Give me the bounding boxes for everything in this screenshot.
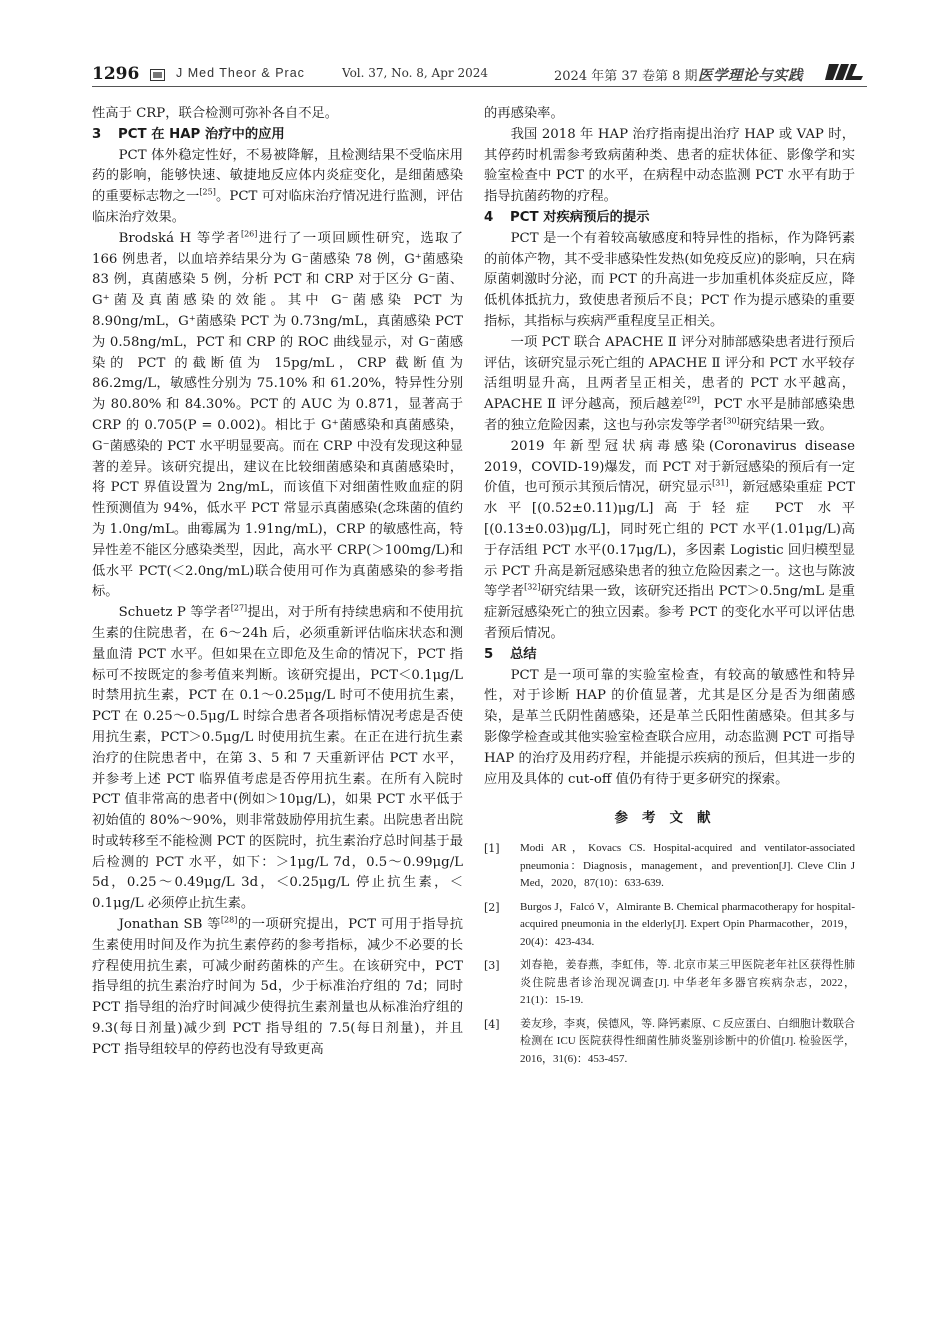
- reference-item: [484, 957, 855, 1010]
- paragraph: PCT 是一项可靠的实验室检查，有较高的敏感性和特异性，对于诊断 HAP 的价值显著，尤其是区分是否为细菌感染，是革兰氏阴性菌感染，还是革兰氏阳性菌感染。但其多与影像学检查或其他实验室检查联合应用，动态监测 PCT 可指导 HAP 的治疗及用药疗程，并能提示疾病的预后，但其进一步的应用及具体的 cut-off 值仍有待于更多研究的探索。: [484, 667, 855, 787]
- paragraph: 2019 年新型冠状病毒感染(Coronavirus disease 2019，COVID-19)爆发，而 PCT 对于新冠感染的预后有一定价值，也可预示其预后情况，研究显示[31]，新冠感染重症 PCT 水平[(0.52±0.11)μg/L]高于轻症 PCT 水平[(0.13±0.03)μg/L]，同时死亡组的 PCT 水平(1.01μg/L)高于存活组 PCT 水平(0.17μg/L)，多因素 Logistic 回归模型显示 PCT 升高是新冠感染患者的独立危险因素之一。这也与陈波等学者[32]研究结果一致，该研究还指出 PCT＞0.5ng/mL 是重症新冠感染死亡的独立因素。参考 PCT 的变化水平可以评估患者预后情况。: [484, 438, 856, 641]
- paragraph: Jonathan SB 等[28]的一项研究提出，PCT 可用于指导抗生素使用时间及作为抗生素停药的参考指标，减少不必要的长疗程使用抗生素，可减少耐药菌株的产生。在该研究中，PCT 指导组的抗生素治疗时间为 5d，少于标准治疗组的 7d；同时 PCT 指导组的治疗时间减少使得抗生素剂量也从标准治疗组的 9.3(每日剂量)减少到 PCT 指导组的 7.5(每日剂量)，并且 PCT 指导组较早的停药也没有导致更高: [92, 915, 464, 1057]
- running-header: [92, 62, 867, 88]
- paragraph: Schuetz P 等学者[27]提出，对于所有持续患病和不使用抗生素的住院患者，在 6～24h 后，必须重新评估临床状态和测量血清 PCT 水平。但如果在立即危及生命的情况下，PCT 指标可不按既定的参考值来判断。该研究提出，PCT＜0.1μg/L 时禁用抗生素，PCT 在 0.1～0.25μg/L 时可不使用抗生素，PCT 在 0.25～0.5μg/L 时综合患者各项指标情况考虑是否使用抗生素，PCT＞0.5μg/L 时使用抗生素。在正在进行抗生素治疗的住院患者中，在第 3、5 和 7 天重新评估 PCT 水平，并参考上述 PCT 临界值考虑是否停用抗生素。在所有入院时 PCT 值非常高的患者中(例如＞10μg/L)，如果 PCT 水平低于初始值的 80%～90%，则非常鼓励停用抗生素。出院患者出院时或转移至不能检测 PCT 的医院时，抗生素治疗总时间基于最后检测的 PCT 水平，如下：＞1μg/L 7d，0.5～0.99μg/L 5d，0.25～0.49μg/L 3d，＜0.25μg/L 停止抗生素，＜0.1μg/L 必须停止抗生素。: [92, 603, 463, 912]
- reference-item: [484, 840, 855, 893]
- right-column: [484, 104, 855, 1074]
- reference-text: Modi AR，Kovacs CS. Hospital-acquired and ventilator-associated pneumonia：Diagnosis，management，and prevention[J]. Cleve Clin J Med，2020，87(10)：633-639.: [520, 842, 855, 890]
- section-heading-3: 3 PCT 在 HAP 治疗中的应用: [92, 126, 285, 142]
- journal-logo-icon: [825, 62, 865, 82]
- paragraph: 一项 PCT 联合 APACHE Ⅱ 评分对肺部感染患者进行预后评估，该研究显示死亡组的 APACHE Ⅱ 评分和 PCT 水平较存活组明显升高，且两者呈正相关，患者的 PCT 水平越高，APACHE Ⅱ 评分越高，预后越差[29]，PCT 水平是肺部感染患者的独立危险因素，这也与孙宗发等学者[30]研究结果一致。: [484, 334, 855, 433]
- reference-text: 刘春艳，姜春燕，李虹伟，等. 北京市某三甲医院老年社区获得性肺炎住院患者诊治现况调查[J]. 中华老年多器官疾病杂志，2022，21(1)：15-19.: [520, 959, 855, 1007]
- references-title: 参考文献: [614, 810, 725, 827]
- reference-item: [484, 1016, 855, 1069]
- paragraph: 的再感染率。: [484, 106, 564, 121]
- paragraph: 我国 2018 年 HAP 治疗指南提出治疗 HAP 或 VAP 时，其停药时机需参考致病菌种类、患者的症状体征、影像学和实验室检查中 PCT 的水平，在病程中动态监测 PCT 水平有助于指导抗菌药物的疗程。: [484, 126, 855, 205]
- section-heading-5: 5 总结: [484, 646, 537, 662]
- paragraph: 性高于 CRP，联合检测可弥补各自不足。: [92, 106, 339, 121]
- citation: [29]: [683, 395, 700, 405]
- volume-info: Vol. 37, No. 8, Apr 2024: [342, 66, 488, 80]
- section-heading-4: 4 PCT 对疾病预后的提示: [484, 209, 650, 225]
- citation: [27]: [230, 603, 248, 613]
- reference-text: Burgos J，Falcó V，Almirante B. Chemical pharmacotherapy for hospital-acquired pneumonia in the elderly[J]. Expert Opin Pharmacother，2019，20(4)：423-434.: [520, 900, 855, 948]
- citation: [30]: [723, 416, 740, 426]
- citation: [25]: [199, 187, 216, 197]
- paragraph: PCT 体外稳定性好，不易被降解，且检测结果不受临床用药的影响，能够快速、敏捷地反应体内炎症变化，是细菌感染的重要标志物之一[25]。PCT 可对临床治疗情况进行监测，评估临床治疗效果。: [92, 147, 464, 225]
- page-number: 1296: [92, 64, 140, 84]
- reference-text: 姜友珍，李爽，侯德风，等. 降钙素原、C 反应蛋白、白细胞计数联合检测在 ICU 医院获得性细菌性肺炎鉴别诊断中的价值[J]. 检验医学，2016，31(6)：453-457.: [520, 1017, 855, 1065]
- citation: [31]: [712, 478, 729, 488]
- reference-number: [2]: [484, 900, 500, 914]
- paragraph: Brodská H 等学者[26]进行了一项回顾性研究，选取了 166 例患者，以血培养结果分为 G⁻菌感染 78 例，G⁺菌感染 83 例，真菌感染 5 例，分析 PCT 和 CRP 对于区分 G⁻菌、G⁺菌及真菌感染的效能。其中 G⁻菌感染 PCT 为 8.90ng/mL，G⁺菌感染 PCT 为 0.73ng/mL，真菌感染 PCT 为 0.58ng/mL，PCT 和 CRP 的 ROC 曲线显示，对 G⁻菌感染的 PCT 的截断值为 15pg/mL，CRP 截断值为 86.2mg/L，敏感性分别为 75.10% 和 61.20%，特异性分别为 80.80% 和 84.30%。PCT 的 AUC 为 0.871，显著高于 CRP 的 0.705(P = 0.002)。相比于 G⁺菌感染和真菌感染，G⁻菌感染的 PCT 水平明显要高。而在 CRP 中没有发现这种显著的差异。该研究提出，建议在比较细菌感染和真菌感染时，将 PCT 界值设置为 2ng/mL，而该值下对细菌性败血症的阴性预测值为 94%，低水平 PCT 常显示真菌感染(念珠菌的值约为 1.0ng/mL。曲霉属为 1.91ng/mL)，CRP 的敏感性高，特异性差不能区分感染类型，因此，高水平 CRP(＞100mg/L)和低水平 PCT(＜2.0ng/mL)联合使用可作为真菌感染的参考指标。: [92, 229, 463, 600]
- citation: [26]: [240, 229, 258, 239]
- paragraph: PCT 是一个有着较高敏感度和特异性的指标，作为降钙素的前体产物，其不受非感染性发热(如免疫反应)的影响，只在病原菌刺激时分泌，而 PCT 的升高进一步加重机体炎症反应，降低机体抵抗力，致使患者预后不良；PCT 作为提示感染的重要指标，其指标与疾病严重程度呈正相关。: [484, 230, 855, 329]
- reference-item: [484, 899, 855, 952]
- citation: [28]: [220, 915, 238, 925]
- journal-name-en: J Med Theor & Prac: [176, 66, 305, 80]
- reference-number: [4]: [484, 1017, 500, 1031]
- citation: [32]: [524, 582, 541, 592]
- reference-number: [1]: [484, 842, 500, 856]
- header-rule: [92, 86, 867, 87]
- volume-info-cn: 2024 年第 37 卷第 8 期: [554, 69, 698, 84]
- left-column: [92, 104, 463, 1061]
- journal-name-cn: 医学理论与实践: [698, 68, 803, 84]
- header-box-icon: [150, 69, 165, 81]
- reference-number: [3]: [484, 959, 500, 973]
